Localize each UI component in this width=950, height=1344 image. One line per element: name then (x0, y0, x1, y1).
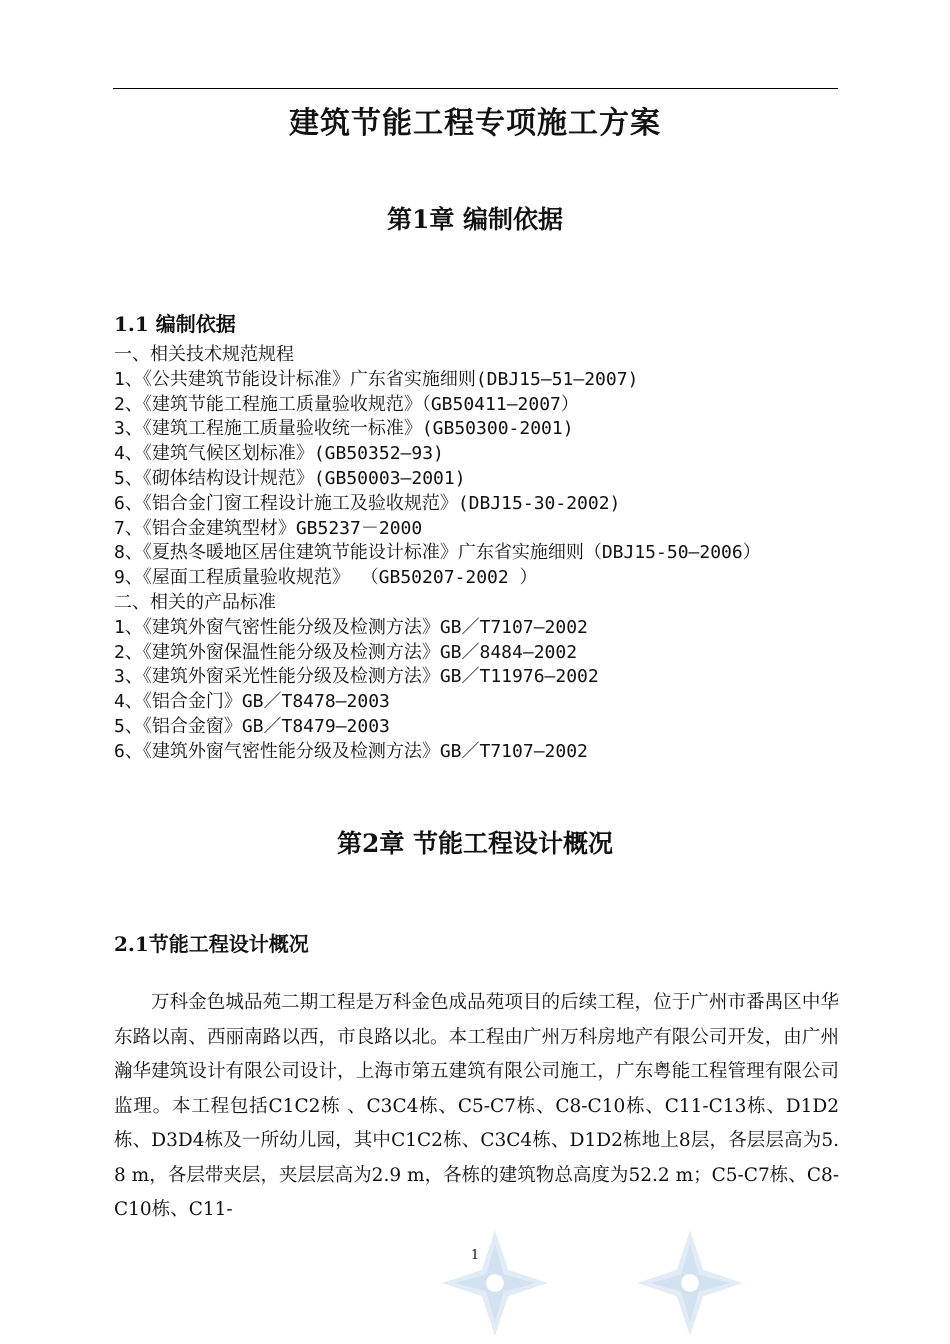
reference-line: 二、相关的产品标准 (114, 591, 276, 613)
reference-line: 1、《建筑外窗气密性能分级及检测方法》GB／T7107—2002 (114, 616, 588, 638)
reference-line: 6、《铝合金门窗工程设计施工及验收规范》(DBJ15-30-2002) (114, 492, 621, 514)
reference-line: 2、《建筑节能工程施工质量验收规范》（GB50411—2007） (114, 393, 579, 415)
reference-line: 7、《铝合金建筑型材》GB5237－2000 (114, 517, 423, 539)
reference-line: 3、《建筑工程施工质量验收统一标准》(GB50300-2001) (114, 418, 574, 440)
page-number: 1 (470, 1248, 480, 1263)
watermark-flower-icon (635, 1228, 745, 1338)
header-rule (113, 88, 838, 89)
chapter-2-heading: 第2章 节能工程设计概况 (336, 829, 614, 858)
reference-line: 3、《建筑外窗采光性能分级及检测方法》GB／T11976—2002 (114, 666, 599, 688)
reference-line: 8、《夏热冬暖地区居住建筑节能设计标准》广东省实施细则（DBJ15-50—2006） (114, 542, 761, 564)
reference-line: 6、《建筑外窗气密性能分级及检测方法》GB／T7107—2002 (114, 740, 588, 762)
document-title: 建筑节能工程专项施工方案 (289, 106, 661, 141)
section-1-1-heading: 1.1 编制依据 (114, 312, 236, 336)
reference-list (114, 343, 844, 765)
chapter-1-heading: 第1章 编制依据 (386, 205, 564, 234)
watermark-flower-icon (440, 1228, 550, 1338)
reference-line: 5、《铝合金窗》GB／T8479—2003 (114, 715, 390, 737)
reference-line: 一、相关技术规范规程 (114, 344, 294, 365)
reference-line: 1、《公共建筑节能设计标准》广东省实施细则(DBJ15—51—2007) (114, 368, 639, 390)
reference-line: 5、《砌体结构设计规范》(GB50003—2001) (114, 467, 466, 489)
reference-line: 4、《铝合金门》GB／T8478—2003 (114, 691, 390, 713)
reference-line: 4、《建筑气候区划标准》(GB50352—93) (114, 443, 444, 465)
reference-line: 2、《建筑外窗保温性能分级及检测方法》GB／8484—2002 (114, 641, 578, 663)
reference-line: 9、《屋面工程质量验收规范》 （GB50207-2002 ） (114, 567, 538, 589)
section-2-1-heading: 2.1节能工程设计概况 (114, 932, 309, 956)
project-overview-paragraph: 万科金色城品苑二期工程是万科金色成品苑项目的后续工程，位于广州市番禺区中华东路以南、西丽南路以西，市良路以北。本工程由广州万科房地产有限公司开发，由广州瀚华建筑设计有限公司设计，上海市第五建筑有限公司施工，广东粤能工程管理有限公司监理。本工程包括C1C2栋 、C3C4栋、C5-C7栋、C8-C10栋、C11-C13栋、D1D2栋、D3D4栋及一所幼儿园，其中C1C2栋、C3C4栋、D1D2栋地上8层，各层层高为5.8 m，各层带夹层，夹层层高为2.9 m，各栋的建筑物总高度为52.2 m；C5-C7栋、C8-C10栋、C11- (114, 992, 839, 1220)
